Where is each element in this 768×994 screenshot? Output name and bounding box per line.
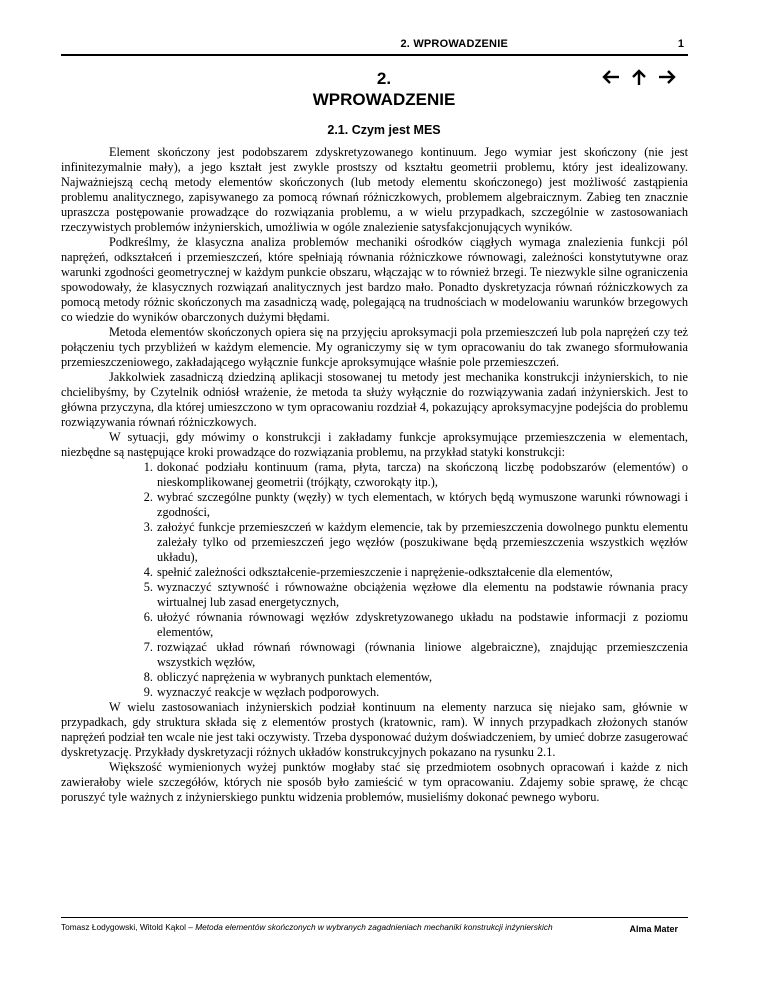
paragraph: Metoda elementów skończonych opiera się na przyjęciu aproksymacji pola przemieszczeń lub pola naprężeń czy też połączeniu tych przybliżeń w każdym elemencie. My ograniczymy się w tym opracowaniu do tak zwanego sformułowania przemieszczeniowego, zakładającego wyłącznie funkcje aproksymujące właśnie pole przemieszczeń. (61, 325, 688, 369)
list-number: 8. (143, 670, 153, 684)
body-text (61, 145, 688, 805)
list-item (143, 685, 688, 700)
list-text: spełnić zależności odkształcenie-przemieszczenie i naprężenie-odkształcenie dla elementów, (157, 565, 613, 579)
running-header (61, 38, 688, 56)
list-text: obliczyć naprężenia w wybranych punktach elementów, (157, 670, 433, 684)
paragraph: Jakkolwiek zasadniczą dziedziną aplikacji stosowanej tu metody jest mechanika konstrukcji inżynierskich, to nie chcielibyśmy, by Czytelnik odniósł wrażenie, że metoda ta służy wyłącznie do rozwiązywania zadań inżynierskich. Jest to główna przyczyna, dla której umieszczono w tym opracowaniu rozdział 4, pokazujący aproksymacyjne podejścia do problemu rozwiązywania równań różniczkowych. (61, 370, 688, 429)
arrow-up-icon[interactable] (628, 68, 650, 86)
footer-authors: Tomasz Łodygowski, Witold Kąkol – (61, 922, 196, 932)
footer-citation (61, 922, 581, 932)
paragraph: W sytuacji, gdy mówimy o konstrukcji i zakładamy funkcje aproksymujące przemieszczenia w elementach, niezbędne są następujące kroki prowadzące do rozwiązania problemu, na przykład statyki konstrukcji: (61, 430, 688, 459)
page-footer (61, 917, 688, 932)
list-text: dokonać podziału kontinuum (rama, płyta, tarcza) na skończoną liczbę podobszarów (elementów) o nieskomplikowanej geometrii (trójkąty, czworokąty itp.), (157, 460, 688, 489)
footer-book-title: Metoda elementów skończonych w wybranych zagadnieniach mechaniki konstrukcji inżynierskich (195, 922, 553, 932)
list-item (143, 565, 688, 580)
list-text: rozwiązać układ równań równowagi (równania liniowe algebraiczne), znajdując przemieszczenia wszystkich węzłów, (157, 640, 688, 669)
list-text: wyznaczyć sztywność i równoważne obciążenia węzłowe dla elementu na podstawie równania pracy wirtualnej lub zasad energetycznych, (157, 580, 688, 609)
list-number: 3. (143, 520, 153, 534)
paragraph: Większość wymienionych wyżej punktów mogłaby stać się przedmiotem osobnych opracowań i każde z nich zawierałoby wiele szczegółów, których nie sposób było zamieścić w tym opracowaniu. Zdajemy sobie sprawę, że chcąc poruszyć tyle ważnych z inżynierskiego punktu widzenia problemów, musieliśmy dokonać pewnego wyboru. (61, 760, 688, 804)
list-item (143, 670, 688, 685)
list-number: 5. (143, 580, 153, 594)
footer-publisher: Alma Mater (629, 924, 678, 934)
paragraph: Podkreślmy, że klasyczna analiza problemów mechaniki ośrodków ciągłych wymaga znalezienia funkcji pól naprężeń, odkształceń i przemieszczeń, które spełniają równania różniczkowe równowagi, zależności konstytutywne oraz warunki zgodności geometrycznej w każdym punkcie obszaru, włączając w to również brzegi. Te niezwykle silne ograniczenia spowodowały, że klasycznych rozwiązań analitycznych jest bardzo mało. Ponadto dyskretyzacja równań różniczkowych za pomocą metody różnic skończonych ma zasadniczą wadę, polegającą na trudnościach w modelowaniu warunków brzegowych co wiedzie do wyników obarczonych dużymi błędami. (61, 235, 688, 324)
list-number: 7. (143, 640, 153, 654)
section-title: 2.1. Czym jest MES (327, 123, 441, 137)
list-item (143, 640, 688, 670)
paragraph: W wielu zastosowaniach inżynierskich podział kontinuum na elementy narzuca się niejako sam, głównie w przypadkach, gdy struktura składa się z elementów prostych (kratownic, ram). W innych przypadkach złożonych stanów naprężeń podział ten wcale nie jest taki oczywisty. Trzeba dysponować dużym doświadczeniem, by umieć dobrze zasugerować dyskretyzację. Przykłady dyskretyzacji różnych układów konstrukcyjnych pokazano na rysunku 2.1. (61, 700, 688, 759)
list-number: 4. (143, 565, 153, 579)
list-text: wybrać szczególne punkty (węzły) w tych elementach, w których będą wymuszone warunki równowagi i zgodności, (157, 490, 688, 519)
chapter-number: 2. (376, 69, 392, 88)
navigation-arrows (600, 68, 688, 86)
list-number: 9. (143, 685, 153, 699)
paragraph: Element skończony jest podobszarem zdyskretyzowanego kontinuum. Jego wymiar jest skończony (nie jest infinitezymalnie mały), a jego kształt jest zwykle prostszy od kształtu geometrii problemu, który jest idealizowany. Najważniejszą cechą metody elementów skończonych (lub metody elementu skończonego) jest możliwość zastąpienia problemu analitycznego, zapisywanego za pomocą równań różniczkowych, problemem algebraicznym. Zabieg ten znacznie upraszcza postępowanie prowadzące do rozwiązania problemu, a w wielu przypadkach, szczególnie w zastosowaniach rzeczywistych problemów inżynierskich, umożliwia w ogóle znalezienie satysfakcjonujących wyników. (61, 145, 688, 234)
chapter-title: WPROWADZENIE (312, 90, 456, 109)
arrow-right-icon[interactable] (656, 68, 678, 86)
list-item (143, 490, 688, 520)
list-number: 6. (143, 610, 153, 624)
list-item (143, 580, 688, 610)
steps-list (61, 460, 688, 700)
running-title: 2. WPROWADZENIE (400, 38, 508, 50)
list-text: ułożyć równania równowagi węzłów zdyskretyzowanego układu na podstawie informacji z poziomu elementów, (157, 610, 688, 639)
list-number: 2. (143, 490, 153, 504)
list-item (143, 460, 688, 490)
list-number: 1. (143, 460, 153, 474)
page-number: 1 (677, 38, 684, 50)
arrow-left-icon[interactable] (600, 68, 622, 86)
list-text: założyć funkcje przemieszczeń w każdym elemencie, tak by przemieszczenia dowolnego punktu elementu zależały tylko od przemieszczeń jego węzłów (poszukiwane będą przemieszczenia wszystkich węzłów układu), (157, 520, 688, 564)
list-item (143, 610, 688, 640)
list-text: wyznaczyć reakcje w węzłach podporowych. (157, 685, 380, 699)
list-item (143, 520, 688, 565)
